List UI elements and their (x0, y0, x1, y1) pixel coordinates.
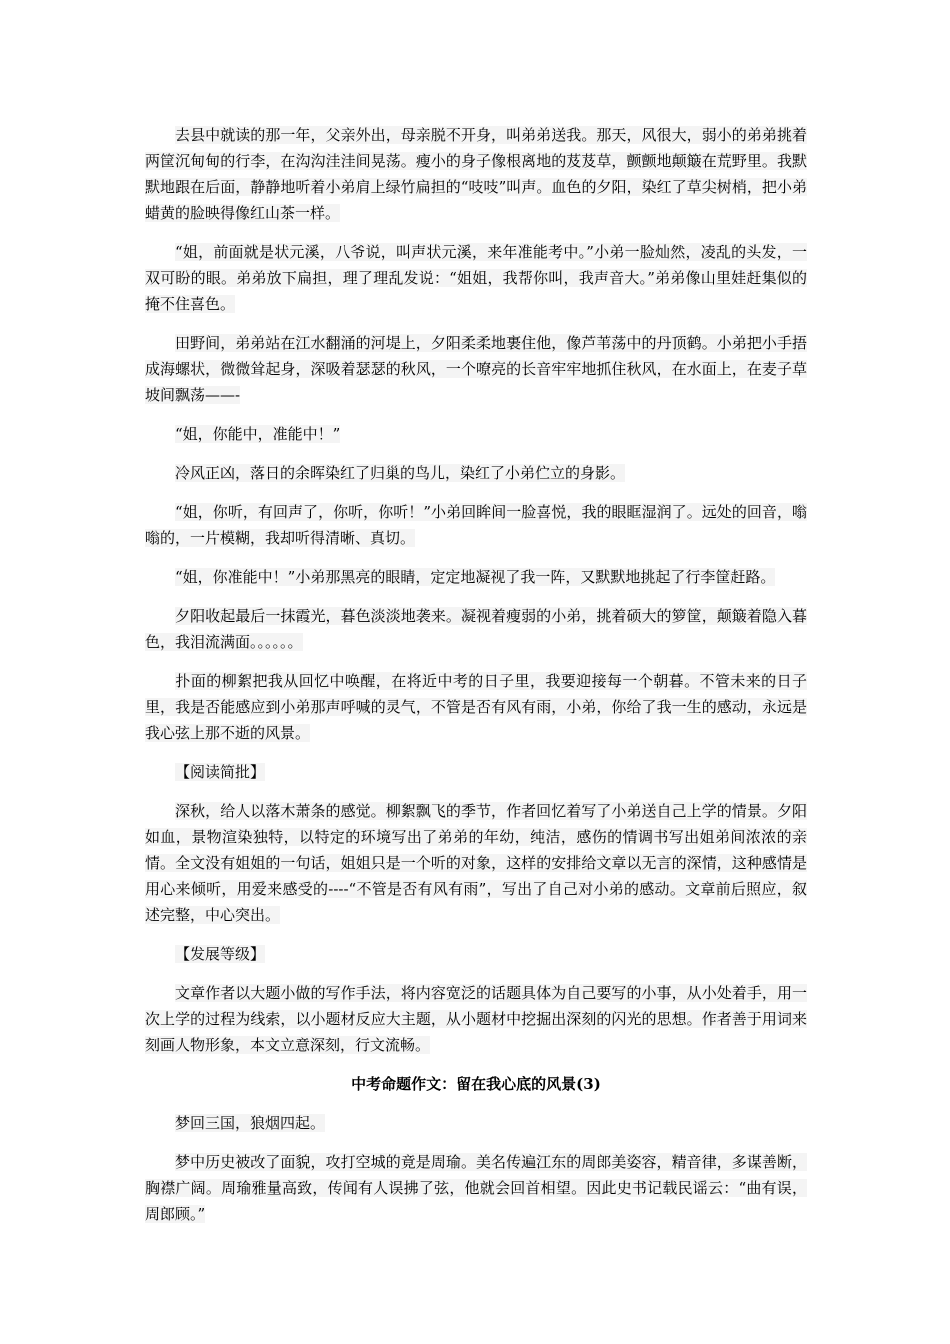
paragraph-text: 梦回三国，狼烟四起。 (175, 1114, 326, 1132)
grade-title (145, 941, 807, 967)
paragraph-text: 冷风正凶，落日的余晖染红了归巢的鸟儿，染红了小弟伫立的身影。 (175, 464, 626, 482)
essay-paragraph-4 (145, 421, 807, 447)
paragraph-text: 梦中历史被改了面貌，攻打空城的竟是周瑜。美名传遍江东的周郎美姿容，精音律，多谋善断，胸襟广阔。周瑜雅量高致，传闻有人误拂了弦，他就会回首相望。因此史书记载民谣云：“曲有误，周郎顾。” (145, 1153, 807, 1223)
paragraph-text: 夕阳收起最后一抹霞光，暮色淡淡地袭来。凝视着瘦弱的小弟，挑着硕大的箩筐，颠簸着隐入暮色，我泪流满面。。。。。。 (145, 607, 807, 651)
grade-title-text: 【发展等级】 (175, 945, 266, 963)
paragraph-text: “姐，你准能中！”小弟那黑亮的眼睛，定定地凝视了我一阵，又默默地挑起了行李筐赶路。 (175, 568, 776, 586)
paragraph-text: 田野间，弟弟站在江水翻涌的河堤上，夕阳柔柔地裹住他，像芦苇荡中的丹顶鹤。小弟把小手捂成海螺状，微微耸起身，深吸着瑟瑟的秋风，一个嘹亮的长音牢牢地抓住秋风，在水面上，在麦子草坡间飘荡——- (145, 334, 807, 404)
review-body-text: 深秋，给人以落木萧条的感觉。柳絮飘飞的季节，作者回忆着写了小弟送自己上学的情景。夕阳如血，景物渲染独特，以特定的环境写出了弟弟的年幼，纯洁，感伤的情调书写出姐弟间浓浓的亲情。全文没有姐姐的一句话，姐姐只是一个听的对象，这样的安排给文章以无言的深情，这种感情是用心来倾听，用爱来感受的----“不管是否有风有雨”，写出了自己对小弟的感动。文章前后照应，叙述完整，中心突出。 (145, 802, 807, 924)
paragraph-text: “姐，你听，有回声了，你听，你听！”小弟回眸间一脸喜悦，我的眼眶湿润了。远处的回音，嗡嗡的，一片模糊，我却听得清晰、真切。 (145, 503, 807, 547)
review-title-text: 【阅读简批】 (175, 763, 266, 781)
essay2-paragraph-2 (145, 1149, 807, 1227)
essay-paragraph-9 (145, 668, 807, 746)
essay-heading: 中考命题作文：留在我心底的风景(3) (351, 1075, 601, 1093)
paragraph-text: 去县中就读的那一年，父亲外出，母亲脱不开身，叫弟弟送我。那天，风很大，弱小的弟弟挑着两筐沉甸甸的行李，在沟沟洼洼间晃荡。瘦小的身子像根离地的芨芨草，颤颤地颠簸在荒野里。我默默地跟在后面，静静地听着小弟肩上绿竹扁担的“吱吱”叫声。血色的夕阳，染红了草尖树梢，把小弟蜡黄的脸映得像红山茶一样。 (145, 126, 807, 222)
paragraph-text: “姐，你能中，准能中！” (175, 425, 341, 443)
paragraph-text: 扑面的柳絮把我从回忆中唤醒，在将近中考的日子里，我要迎接每一个朝暮。不管未来的日子里，我是否能感应到小弟那声呼喊的灵气，不管是否有风有雨，小弟，你给了我一生的感动，永远是我心弦上那不逝的风景。 (145, 672, 807, 742)
grade-body-text: 文章作者以大题小做的写作手法，将内容宽泛的话题具体为自己要写的小事，从小处着手，用一次上学的过程为线索，以小题材反应大主题，从小题材中挖掘出深刻的闪光的思想。作者善于用词来刻画人物形象，本文立意深刻，行文流畅。 (145, 984, 807, 1054)
document-page (145, 122, 807, 1240)
essay-paragraph-5 (145, 460, 807, 486)
paragraph-text: “姐，前面就是状元溪，八爷说，叫声状元溪，来年准能考中。”小弟一脸灿然，凌乱的头发，一双可盼的眼。弟弟放下扁担，理了理乱发说：“姐姐，我帮你叫，我声音大。”弟弟像山里娃赶集似的掩不住喜色。 (145, 243, 807, 313)
review-title (145, 759, 807, 785)
essay-paragraph-8 (145, 603, 807, 655)
essay-paragraph-1 (145, 122, 807, 226)
essay-paragraph-2 (145, 239, 807, 317)
essay-paragraph-6 (145, 499, 807, 551)
essay-paragraph-7 (145, 564, 807, 590)
review-text (145, 798, 807, 928)
essay2-paragraph-1 (145, 1110, 807, 1136)
essay-paragraph-3 (145, 330, 807, 408)
grade-text (145, 980, 807, 1058)
